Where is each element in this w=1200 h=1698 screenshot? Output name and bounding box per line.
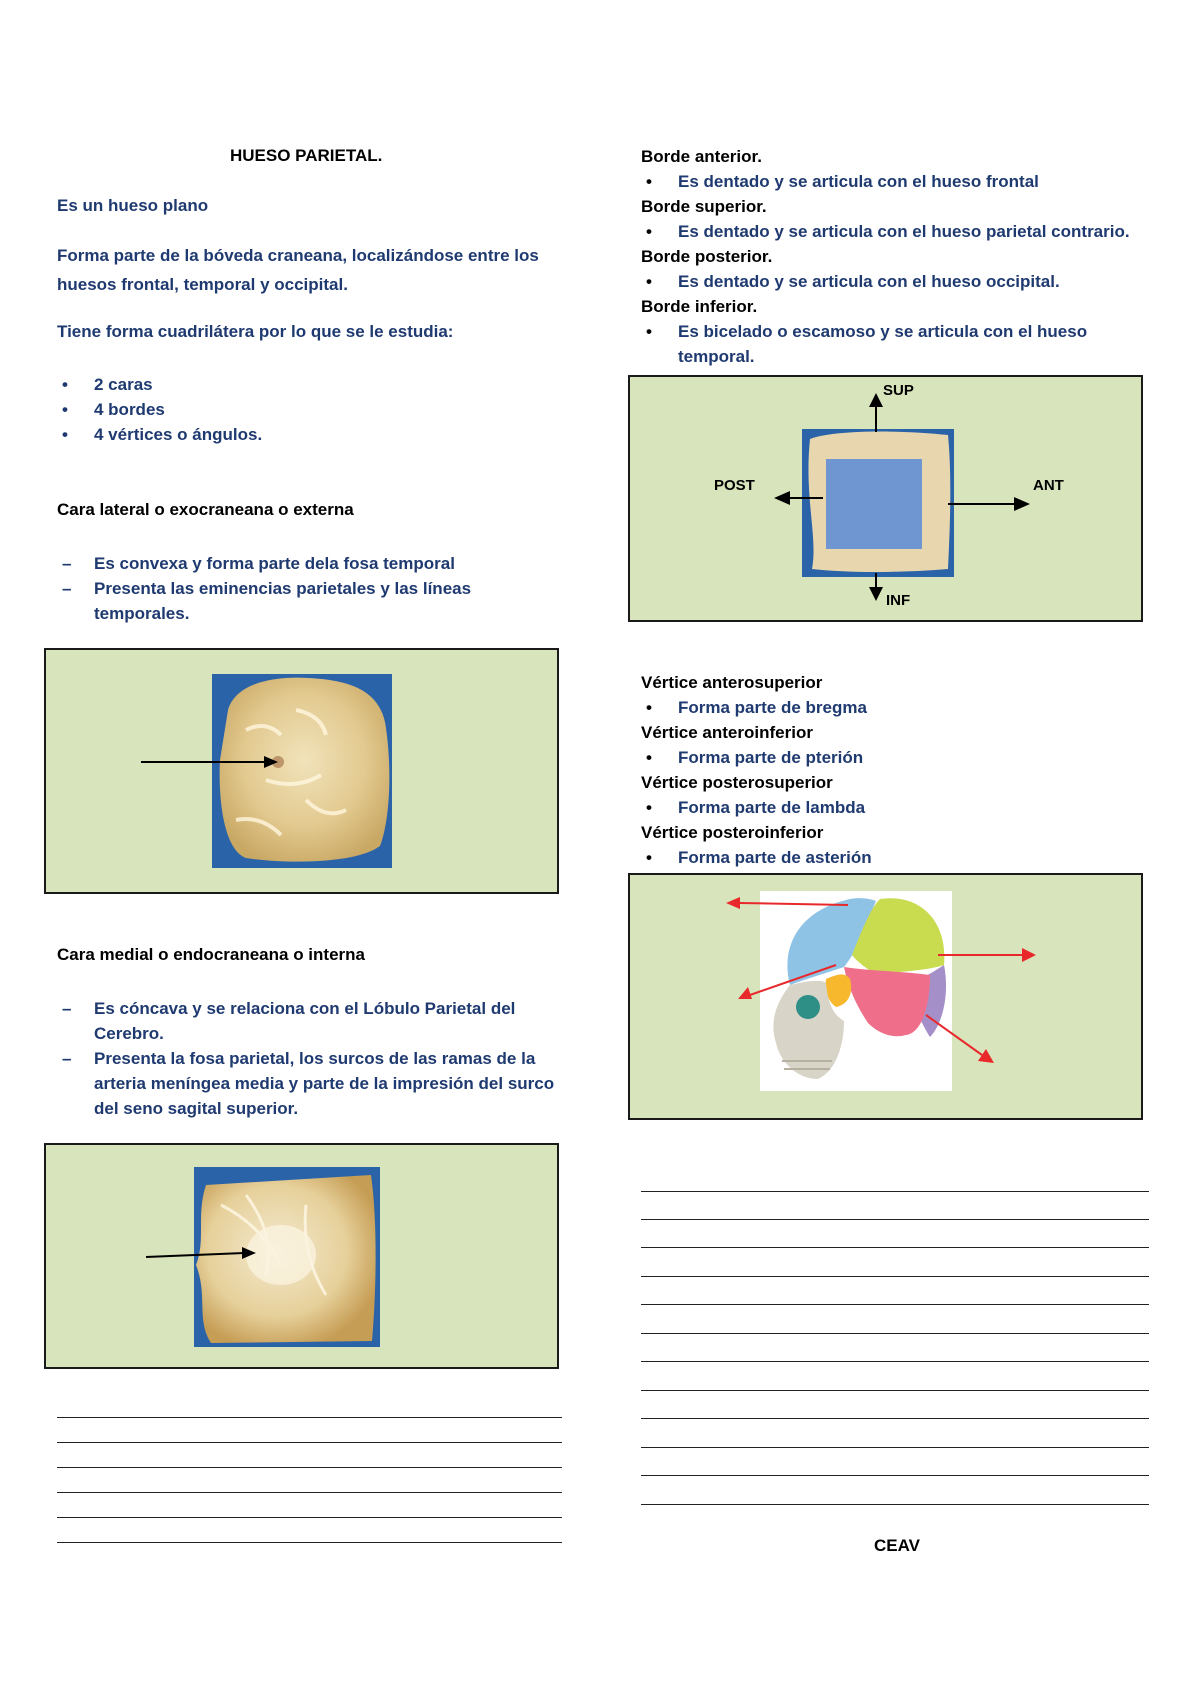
list-item: – Presenta las eminencias parietales y las líneas temporales. <box>57 576 507 626</box>
list-item: • 2 caras <box>57 372 557 397</box>
writing-line <box>57 1442 562 1443</box>
border-list <box>641 269 1161 294</box>
borders-section <box>641 144 1161 369</box>
dash-marker: – <box>62 579 72 598</box>
medial-face-figure <box>44 1143 559 1369</box>
bullet-marker: • <box>646 222 652 241</box>
vertices-section <box>641 670 1161 870</box>
border-list <box>641 169 1161 194</box>
writing-line <box>641 1191 1149 1192</box>
bullet-marker: • <box>646 748 652 767</box>
intro-line-2a: Forma parte de la bóveda craneana, localizándose entre los <box>57 246 539 265</box>
parietal-bone-external <box>220 678 390 862</box>
writing-line <box>641 1219 1149 1220</box>
arrow-up-icon <box>869 393 883 407</box>
label-post: POST <box>714 477 755 494</box>
writing-line <box>641 1333 1149 1334</box>
writing-line <box>57 1417 562 1418</box>
study-list <box>57 372 557 447</box>
list-item: • Forma parte de lambda <box>641 795 1161 820</box>
arrow-pterion-icon <box>738 987 752 999</box>
writing-line <box>641 1304 1149 1305</box>
intro-line-3: Tiene forma cuadrilátera por lo que se le estudia: <box>57 322 454 341</box>
vertex-list <box>641 695 1161 720</box>
bullet-marker: • <box>646 798 652 817</box>
border-heading: Borde superior. <box>641 197 767 216</box>
label-ant: ANT <box>1033 477 1064 494</box>
arrow-lambda-icon <box>1022 948 1036 962</box>
lateral-list <box>57 551 507 626</box>
orientation-diagram <box>630 377 1141 620</box>
lateral-heading: Cara lateral o exocraneana o externa <box>57 500 354 519</box>
vertex-list <box>641 745 1161 770</box>
vertex-heading: Vértice anterosuperior <box>641 673 823 692</box>
medial-heading: Cara medial o endocraneana o interna <box>57 945 365 964</box>
writing-line <box>57 1542 562 1543</box>
writing-line <box>641 1390 1149 1391</box>
bullet-marker: • <box>646 698 652 717</box>
list-item: – Es cóncava y se relaciona con el Lóbulo Parietal del Cerebro. <box>57 996 572 1046</box>
arrow-left-icon <box>774 491 790 505</box>
arrow-asterion-icon <box>978 1049 994 1063</box>
dash-marker: – <box>62 1049 72 1068</box>
dash-marker: – <box>62 554 72 573</box>
list-item: • Es dentado y se articula con el hueso parietal contrario. <box>641 219 1161 244</box>
vertex-list <box>641 795 1161 820</box>
list-item: • Forma parte de bregma <box>641 695 1161 720</box>
border-list <box>641 219 1161 244</box>
list-item: – Presenta la fosa parietal, los surcos de las ramas de la arteria meníngea media y parte de la impresión del surco del seno sagital superior. <box>57 1046 572 1121</box>
bullet-marker: • <box>646 272 652 291</box>
dash-marker: – <box>62 999 72 1018</box>
list-item: • Es bicelado o escamoso y se articula con el hueso temporal. <box>641 319 1101 369</box>
bullet-marker: • <box>646 172 652 191</box>
medial-face-illustration <box>46 1145 557 1367</box>
bullet-marker: • <box>62 425 68 444</box>
orientation-figure <box>628 375 1143 622</box>
label-sup: SUP <box>883 382 914 399</box>
border-list <box>641 319 1101 369</box>
writing-line <box>57 1467 562 1468</box>
medial-list <box>57 996 572 1121</box>
writing-line <box>57 1517 562 1518</box>
list-item: • Forma parte de asterión <box>641 845 1161 870</box>
skull-illustration <box>630 875 1141 1118</box>
writing-line <box>57 1492 562 1493</box>
intro-line-2b: huesos frontal, temporal y occipital. <box>57 275 348 294</box>
bullet-marker: • <box>62 400 68 419</box>
arrow-right-icon <box>1014 497 1030 511</box>
list-item: • Es dentado y se articula con el hueso frontal <box>641 169 1161 194</box>
lateral-face-illustration <box>46 650 557 892</box>
writing-line <box>641 1447 1149 1448</box>
arrow-down-icon <box>869 587 883 601</box>
writing-line <box>641 1504 1149 1505</box>
list-item: – Es convexa y forma parte dela fosa temporal <box>57 551 507 576</box>
vertex-list <box>641 845 1161 870</box>
bone-center-square <box>826 459 922 549</box>
writing-line <box>641 1247 1149 1248</box>
list-item: • Forma parte de pterión <box>641 745 1161 770</box>
writing-line <box>641 1361 1149 1362</box>
bullet-marker: • <box>646 322 652 341</box>
intro-line-1: Es un hueso plano <box>57 196 209 215</box>
footer-label: CEAV <box>874 1536 920 1555</box>
border-heading: Borde anterior. <box>641 147 762 166</box>
vertex-heading: Vértice posteroinferior <box>641 823 824 842</box>
border-heading: Borde posterior. <box>641 247 773 266</box>
list-item: • 4 bordes <box>57 397 557 422</box>
list-item: • Es dentado y se articula con el hueso occipital. <box>641 269 1161 294</box>
bullet-marker: • <box>62 375 68 394</box>
bullet-marker: • <box>646 848 652 867</box>
skull-figure <box>628 873 1143 1120</box>
border-heading: Borde inferior. <box>641 297 758 316</box>
label-inf: INF <box>886 592 911 609</box>
writing-line <box>641 1276 1149 1277</box>
vertex-heading: Vértice posterosuperior <box>641 773 833 792</box>
writing-line <box>641 1418 1149 1419</box>
lateral-face-figure <box>44 648 559 894</box>
vertex-heading: Vértice anteroinferior <box>641 723 813 742</box>
arrow-bregma-icon <box>726 897 740 909</box>
page-title: HUESO PARIETAL. <box>230 146 383 165</box>
list-item: • 4 vértices o ángulos. <box>57 422 557 447</box>
intro-line-2 <box>57 243 539 297</box>
writing-line <box>641 1475 1149 1476</box>
